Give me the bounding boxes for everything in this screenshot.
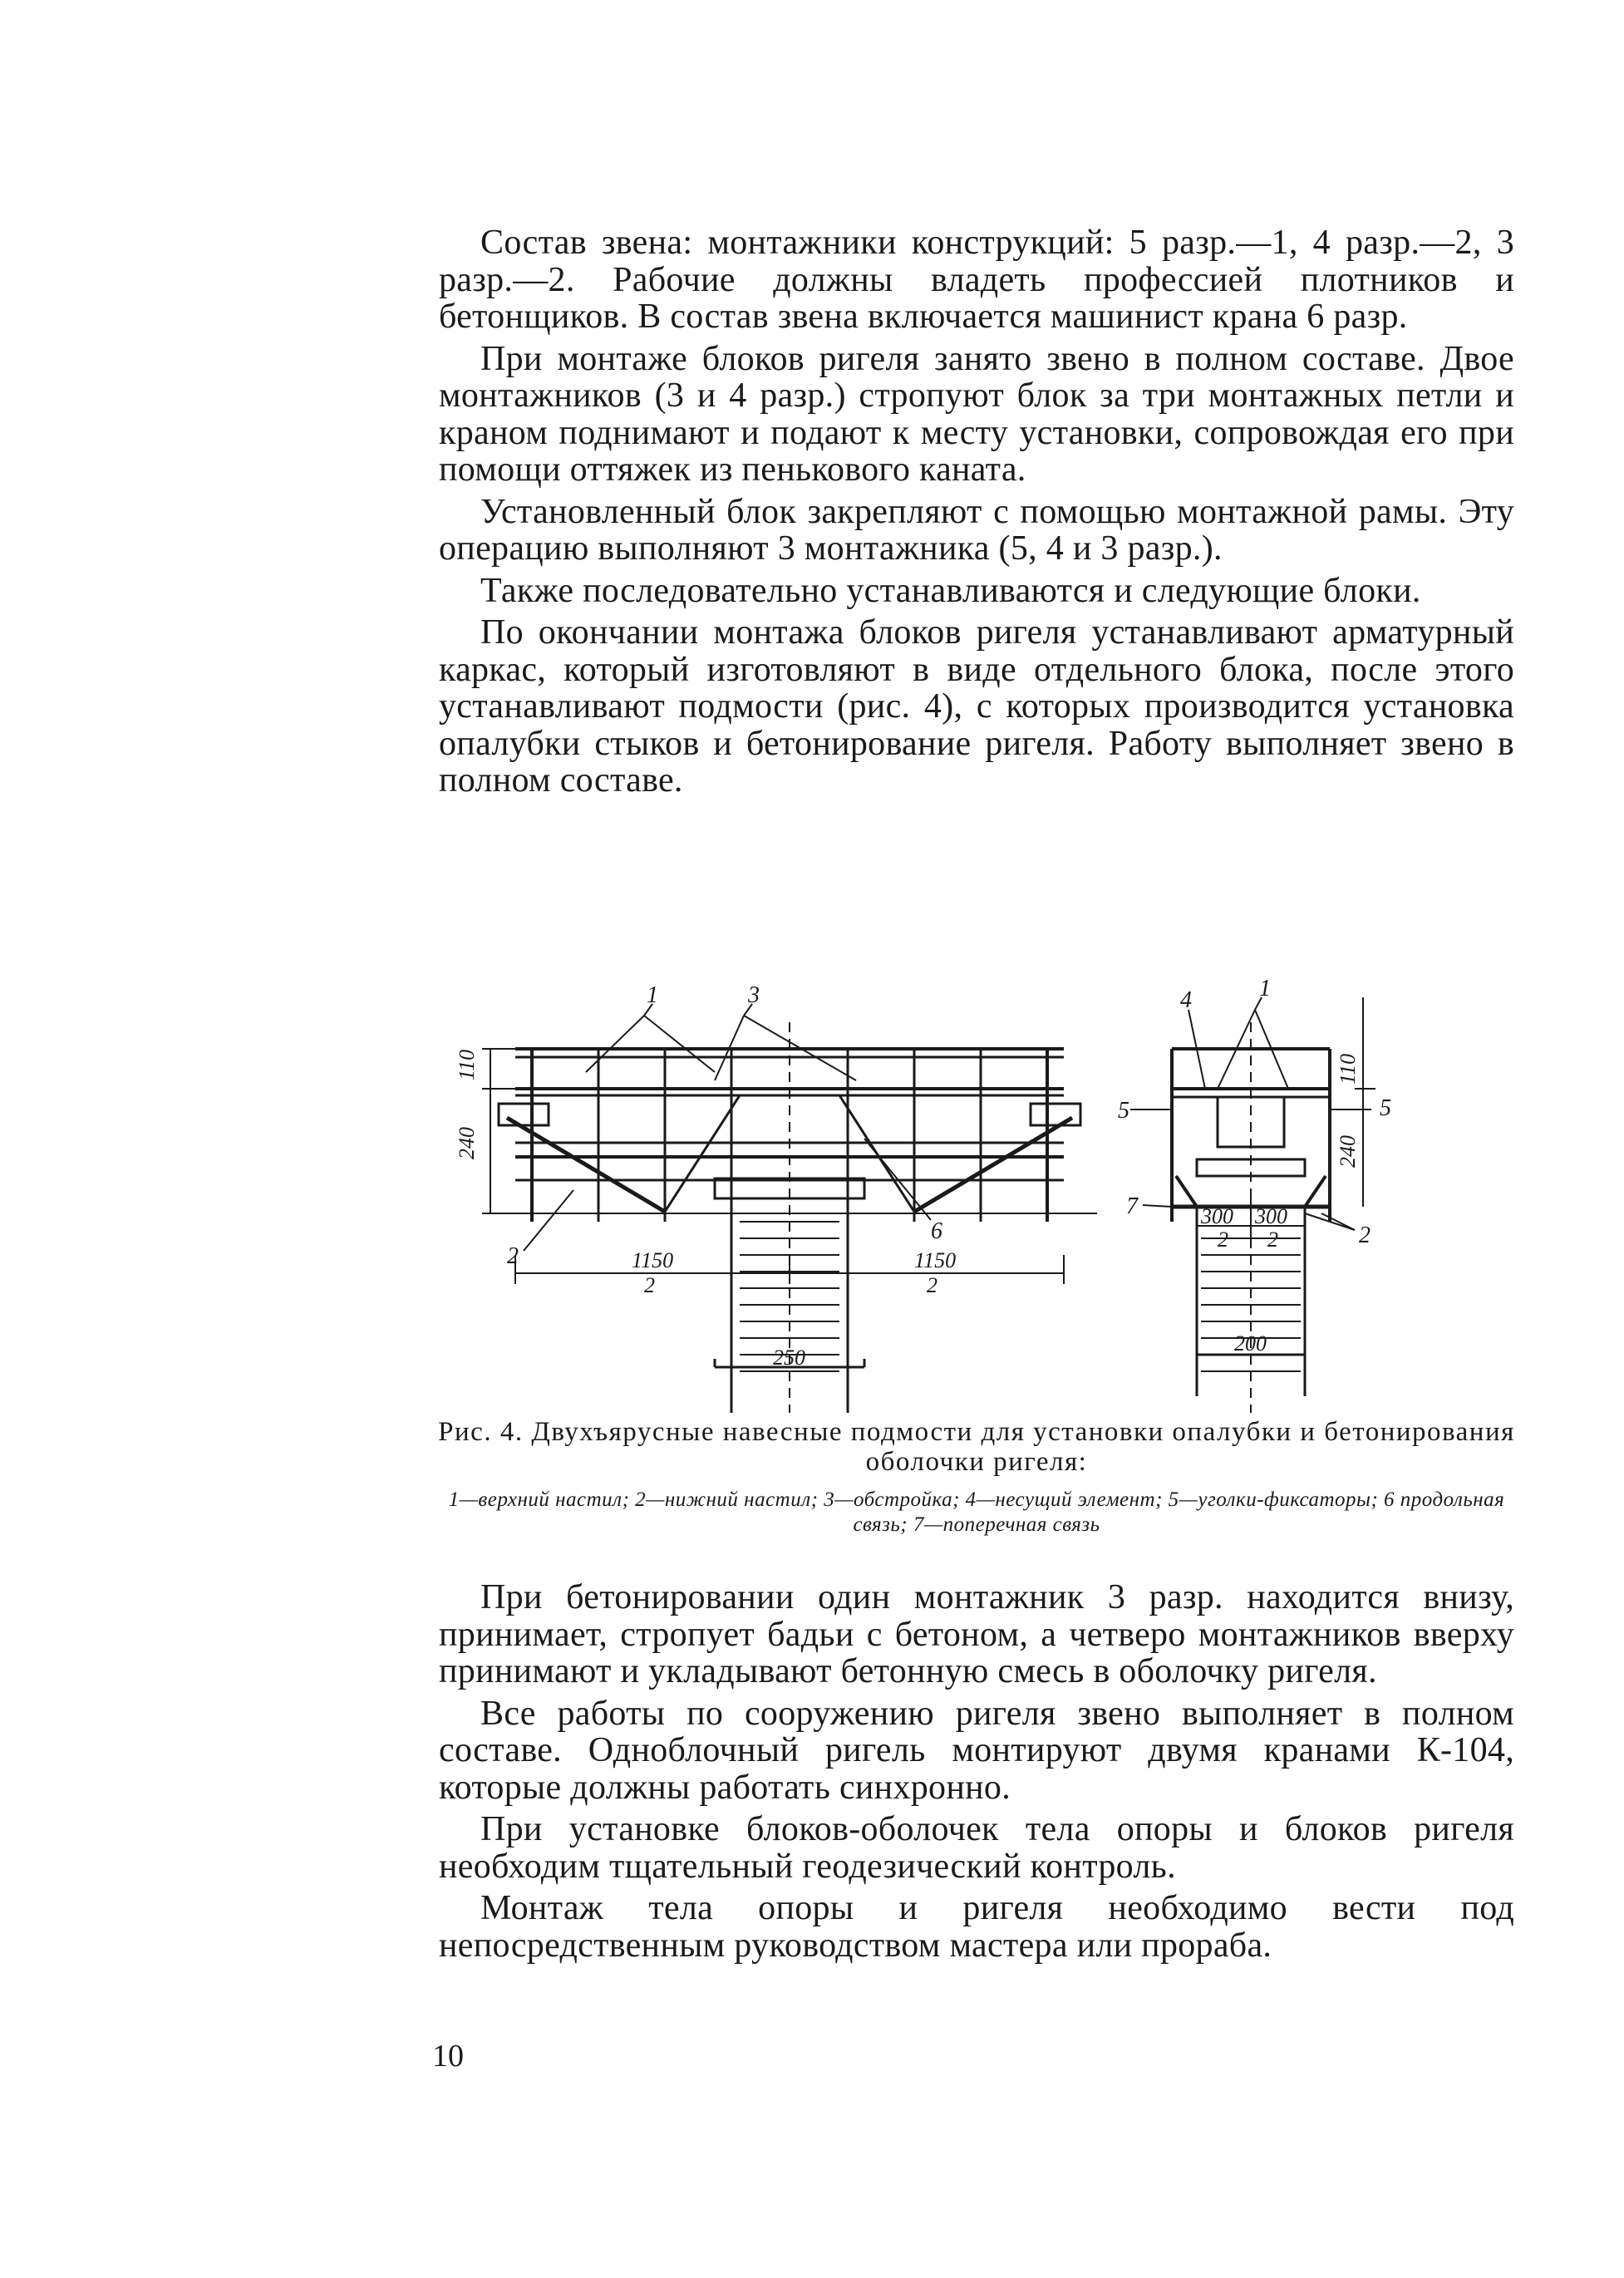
dim-2-a: 2 [1218, 1228, 1228, 1252]
label-6-left: 6 [931, 1218, 942, 1244]
body-text-top [439, 224, 1514, 800]
dim-1150-right-den: 2 [927, 1273, 937, 1297]
figure-caption-legend: 1—верхний настил; 2—нижний настил; 3—обстройка; 4—несущий элемент; 5—уголки-фиксаторы; 6 продольная связь; 7—поперечная связь [448, 1488, 1505, 1536]
dim-1150-left-num: 1150 [632, 1248, 674, 1272]
dim-2-b: 2 [1267, 1228, 1278, 1252]
dim-250: 250 [773, 1346, 805, 1370]
label-5-right-b: 5 [1380, 1095, 1391, 1121]
label-2-right: 2 [1359, 1223, 1371, 1248]
dim-1150-right-num: 1150 [914, 1248, 957, 1272]
body-text-bottom [439, 1579, 1514, 1964]
figure-caption-title: Рис. 4. Двухъярусные навесные подмости для установки опалубки и бетонирования оболочки ригеля: [438, 1417, 1515, 1477]
paragraph-geodetic-control: При установке блоков-оболочек тела опоры и блоков ригеля необходим тщательный геодезический контроль. [439, 1810, 1514, 1886]
label-4-right: 4 [1180, 987, 1192, 1013]
dim-240-left: 240 [455, 1127, 479, 1159]
dim-1150-left-den: 2 [644, 1273, 655, 1297]
dim-110-left: 110 [455, 1049, 479, 1080]
paragraph-next-blocks: Также последовательно устанавливаются и следующие блоки. [480, 571, 1421, 610]
label-1-left: 1 [647, 982, 658, 1008]
dim-200: 200 [1234, 1331, 1267, 1355]
scaffold-drawing [455, 972, 1463, 1388]
paragraph-block-mounting: При монтаже блоков ригеля занято звено в полном составе. Двое монтажников (3 и 4 разр.) стропуют блок за три монтажных петли и краном поднимают и подают к месту установки, сопровождая его при помощи оттяжек из пенькового каната. [439, 339, 1514, 489]
dim-300-a: 300 [1201, 1204, 1233, 1228]
paragraph-block-fixing: Установленный блок закрепляют с помощью монтажной рамы. Эту операцию выполняют 3 монтажника (5, 4 и 3 разр.). [439, 492, 1514, 568]
dim-240-right: 240 [1336, 1135, 1360, 1168]
paragraph-reinforcement: По окончании монтажа блоков ригеля устанавливают арматурный каркас, который изготовляют в виде отдельного блока, после этого устанавливают подмости (рис. 4), с которых производится установка опалубки стыков и бетонирование ригеля. Работу выполняет звено в полном составе. [439, 613, 1514, 800]
paragraph-crew-composition: Состав звена: монтажники конструкций: 5 разр.—1, 4 разр.—2, 3 разр.—2. Рабочие должны владеть профессией плотников и бетонщиков. В состав звена включается машинист крана 6 разр. [439, 224, 1514, 336]
label-3-left: 3 [748, 982, 760, 1008]
label-2-left: 2 [507, 1243, 519, 1269]
paragraph-concreting: При бетонировании один монтажник 3 разр. находится внизу, принимает, стропует бадьи с бетоном, а четверо монтажников вверху принимают и укладывают бетонную смесь в оболочку ригеля. [439, 1578, 1514, 1690]
dim-110-right: 110 [1336, 1053, 1360, 1085]
dim-300-b: 300 [1255, 1204, 1287, 1228]
page-number: 10 [432, 2039, 464, 2074]
paragraph-supervision: Монтаж тела опоры и ригеля необходимо вести под непосредственным руководством мастера или прораба. [439, 1889, 1514, 1965]
label-7-right: 7 [1126, 1193, 1138, 1219]
scaffold-figure [455, 972, 1463, 1388]
label-1-right: 1 [1259, 976, 1271, 1001]
paragraph-crane-work: Все работы по сооружению ригеля звено выполняет в полном составе. Одноблочный ригель монтируют двумя кранами К-104, которые должны работать синхронно. [439, 1694, 1514, 1807]
label-5-right-a: 5 [1118, 1098, 1129, 1124]
